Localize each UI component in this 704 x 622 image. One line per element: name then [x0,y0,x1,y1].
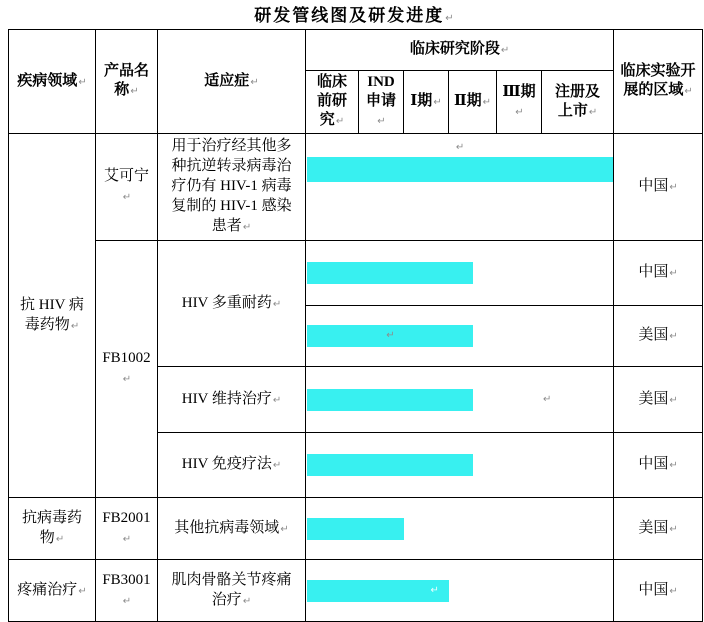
indication-label: HIV 维持治疗 [181,390,272,407]
indication-label: 用于治疗经其他多种抗逆转录病毒治疗仍有 HIV-1 病毒复制的 HIV-1 感染患者 [171,138,292,234]
cell-product-aikening [96,134,158,241]
region-label: 美国 [638,327,669,343]
stage-label: Ⅲ期 [502,83,536,100]
col-header-stage-group-label: 临床研究阶段 [409,41,500,57]
cell-stage-progress-mdr-us [306,306,614,367]
cell-indication-aikening [158,134,306,241]
pilcrow-icon: ↵ [445,13,456,24]
pilcrow-icon: ↵ [78,585,87,597]
cell-indication-maintenance [158,367,306,433]
pilcrow-icon: ↵ [335,116,345,127]
pilcrow-icon: ↵ [482,97,492,108]
stage-label: IND申请 [365,74,396,109]
cell-indication-musculoskeletal [158,560,306,622]
col-header-stage-ind [359,71,404,134]
cell-stage-progress-fb3001 [306,560,614,622]
pilcrow-icon: ↵ [242,595,252,607]
pilcrow-icon: ↵ [669,394,678,406]
region-label: 中国 [638,178,669,194]
pilcrow-icon: ↵ [122,533,132,545]
col-header-stage-phase3 [497,71,542,134]
cell-region [614,433,703,498]
col-header-disease-label: 疾病领域 [17,72,78,89]
pilcrow-icon: ↵ [669,268,678,279]
cell-product-fb2001 [96,498,158,560]
stage-label: 临床前研究 [316,74,347,128]
cell-indication-other-antiviral [158,498,306,560]
cell-product-fb3001 [96,560,158,622]
pilcrow-icon: ↵ [272,298,282,310]
pilcrow-icon: ↵ [669,460,678,471]
cell-region [614,367,703,433]
cell-region [614,134,703,241]
stage-label: Ⅰ期 [410,93,433,109]
stage-progress-bar [307,325,473,347]
pilcrow-icon: ↵ [78,76,87,88]
empty-paragraph-line [306,139,613,153]
pilcrow-icon: ↵ [588,106,598,118]
pilcrow-icon: ↵ [386,330,395,341]
cell-indication-immunotherapy [158,433,306,498]
col-header-indication [158,30,306,134]
indication-label: 肌肉骨骼关节疼痛治疗 [171,571,292,608]
pilcrow-icon: ↵ [500,45,510,56]
pilcrow-icon: ↵ [70,320,80,332]
product-label: FB2001 [102,509,151,526]
col-header-indication-label: 适应症 [204,72,250,89]
pilcrow-icon: ↵ [543,393,552,405]
cell-indication-mdr [158,241,306,367]
pilcrow-icon: ↵ [433,97,442,108]
stage-progress-bar [307,157,614,182]
indication-label: 其他抗病毒领域 [174,519,280,536]
disease-label: 疼痛治疗 [17,581,78,598]
col-header-stage-phase2 [449,71,497,134]
pipeline-table [8,29,703,622]
cell-region [614,498,703,560]
cell-region [614,306,703,367]
cell-disease-pain [9,560,96,622]
pilcrow-icon: ↵ [272,460,282,471]
table-row-fb2001 [9,498,703,560]
table-row-aikening [9,134,703,241]
stage-progress-bar [307,518,404,540]
pilcrow-icon: ↵ [430,584,439,596]
col-header-product-label: 产品名称 [103,63,149,98]
stage-progress-bar [307,454,473,476]
region-label: 中国 [638,264,669,280]
indication-label: HIV 免疫疗法 [181,456,272,472]
cell-region [614,241,703,306]
region-label: 美国 [638,390,669,407]
product-label: 艾可宁 [103,168,149,184]
cell-region [614,560,703,622]
pilcrow-icon: ↵ [280,523,289,535]
cell-stage-progress-maintenance [306,367,614,433]
region-label: 中国 [638,581,669,598]
cell-stage-progress-fb2001 [306,498,614,560]
page-title [8,4,702,28]
product-label: FB3001 [102,571,151,588]
col-header-stage-registration [542,71,614,134]
cell-stage-progress-mdr-china [306,241,614,306]
pilcrow-icon: ↵ [669,331,678,342]
pilcrow-icon: ↵ [242,222,252,233]
product-label: FB1002 [102,350,151,366]
pilcrow-icon: ↵ [122,192,132,203]
stage-label: Ⅱ期 [453,93,482,109]
col-header-stage-group [306,30,614,71]
pilcrow-icon: ↵ [122,595,132,607]
header-row-1 [9,30,703,71]
pilcrow-icon: ↵ [122,374,132,385]
col-header-region-label: 临床实验开展的区域 [620,63,696,98]
cell-product-fb1002 [96,241,158,498]
pilcrow-icon: ↵ [515,106,524,118]
stage-label: 注册及上市 [555,83,601,119]
col-header-region [614,30,703,134]
cell-stage-progress-aikening [306,134,614,241]
pilcrow-icon: ↵ [669,523,678,535]
pilcrow-icon: ↵ [250,76,259,88]
page-title-text: 研发管线图及研发进度 [254,6,445,25]
region-label: 中国 [638,456,669,472]
pilcrow-icon: ↵ [684,86,693,97]
pilcrow-icon: ↵ [669,182,678,193]
region-label: 美国 [638,519,669,536]
pilcrow-icon: ↵ [669,585,678,597]
table-row-fb3001 [9,560,703,622]
indication-label: HIV 多重耐药 [181,294,272,311]
stage-progress-bar [307,389,473,411]
cell-disease-antiviral [9,498,96,560]
cell-disease-anti-hiv [9,134,96,498]
stage-progress-bar [307,262,473,284]
pilcrow-icon: ↵ [55,533,65,545]
pilcrow-icon: ↵ [130,86,139,97]
col-header-product [96,30,158,134]
col-header-disease [9,30,96,134]
col-header-stage-preclinical [306,71,359,134]
disease-label: 抗病毒药物 [21,509,82,546]
pilcrow-icon: ↵ [455,142,465,153]
pilcrow-icon: ↵ [377,116,386,127]
pilcrow-icon: ↵ [272,394,282,406]
cell-stage-progress-immunotherapy [306,433,614,498]
table-row-fb1002-mdr-china [9,241,703,306]
stage-progress-bar [307,580,449,602]
disease-label: 抗 HIV 病毒药物 [20,296,84,333]
col-header-stage-phase1 [404,71,449,134]
